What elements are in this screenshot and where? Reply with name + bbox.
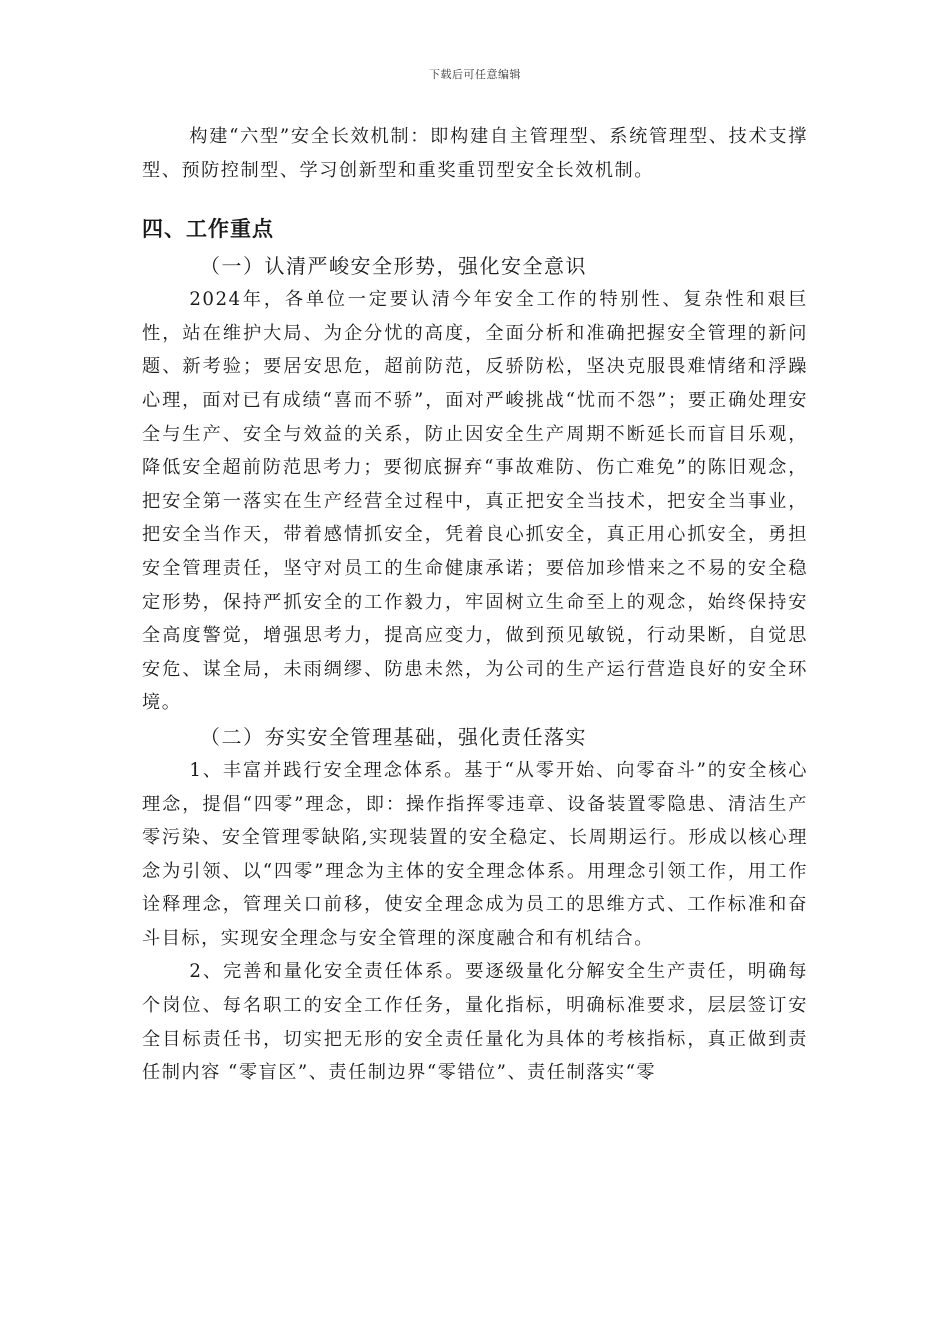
subsection-heading-2: （二）夯实安全管理基础，强化责任落实 [200,724,587,749]
subsection-2-paragraph-1: 1、丰富并践行安全理念体系。基于“从零开始、向零奋斗”的安全核心理念，提倡“四零”理念，即：操作指挥零违章、设备装置零隐患、清洁生产零污染、安全管理零缺陷,实现装置的安全稳定、长周期运行。形成以核心理念为引领、以“四零”理念为主体的安全理念体系。用理念引领工作，用工作诠释理念，管理关口前移，使安全理念成为员工的思维方式、工作标准和奋斗目标，实现安全理念与安全管理的深度融合和有机结合。 [142,759,808,949]
header-note: 下载后可任意编辑 [429,68,521,81]
document-body [142,120,808,1090]
intro-paragraph: 构建“六型”安全长效机制：即构建自主管理型、系统管理型、技术支撑型、预防控制型、学习创新型和重奖重罚型安全长效机制。 [142,126,808,181]
section-heading: 四、工作重点 [142,217,274,242]
subsection-heading-1: （一）认清严峻安全形势，强化安全意识 [200,254,587,279]
paragraph-gap [142,187,808,209]
subsection-2-paragraph-2: 2、完善和量化安全责任体系。要逐级量化分解安全生产责任，明确每个岗位、每名职工的安全工作任务，量化指标，明确标准要求，层层签订安全目标责任书，切实把无形的安全责任量化为具体的考核指标，真正做到责任制内容 “零盲区”、责任制边界“零错位”、责任制落实“零 [142,961,808,1084]
subsection-1-paragraph: 2024年，各单位一定要认清今年安全工作的特别性、复杂性和艰巨性，站在维护大局、为企分忧的高度，全面分析和准确把握安全管理的新问题、新考验；要居安思危，超前防范，反骄防松，坚决克服畏难情绪和浮躁心理，面对已有成绩“喜而不骄”，面对严峻挑战“忧而不怨”；要正确处理安全与生产、安全与效益的关系，防止因安全生产周期不断延长而盲目乐观，降低安全超前防范思考力；要彻底摒弃“事故难防、伤亡难免”的陈旧观念，把安全第一落实在生产经营全过程中，真正把安全当技术，把安全当事业，把安全当作天，带着感情抓安全，凭着良心抓安全，真正用心抓安全，勇担安全管理责任，坚守对员工的生命健康承诺；要倍加珍惜来之不易的安全稳定形势，保持严抓安全的工作毅力，牢固树立生命至上的观念，始终保持安全高度警觉，增强思考力，提高应变力，做到预见敏锐，行动果断，自觉思安危、谋全局，未雨绸缪、防患未然，为公司的生产运行营造良好的安全环境。 [142,289,808,714]
